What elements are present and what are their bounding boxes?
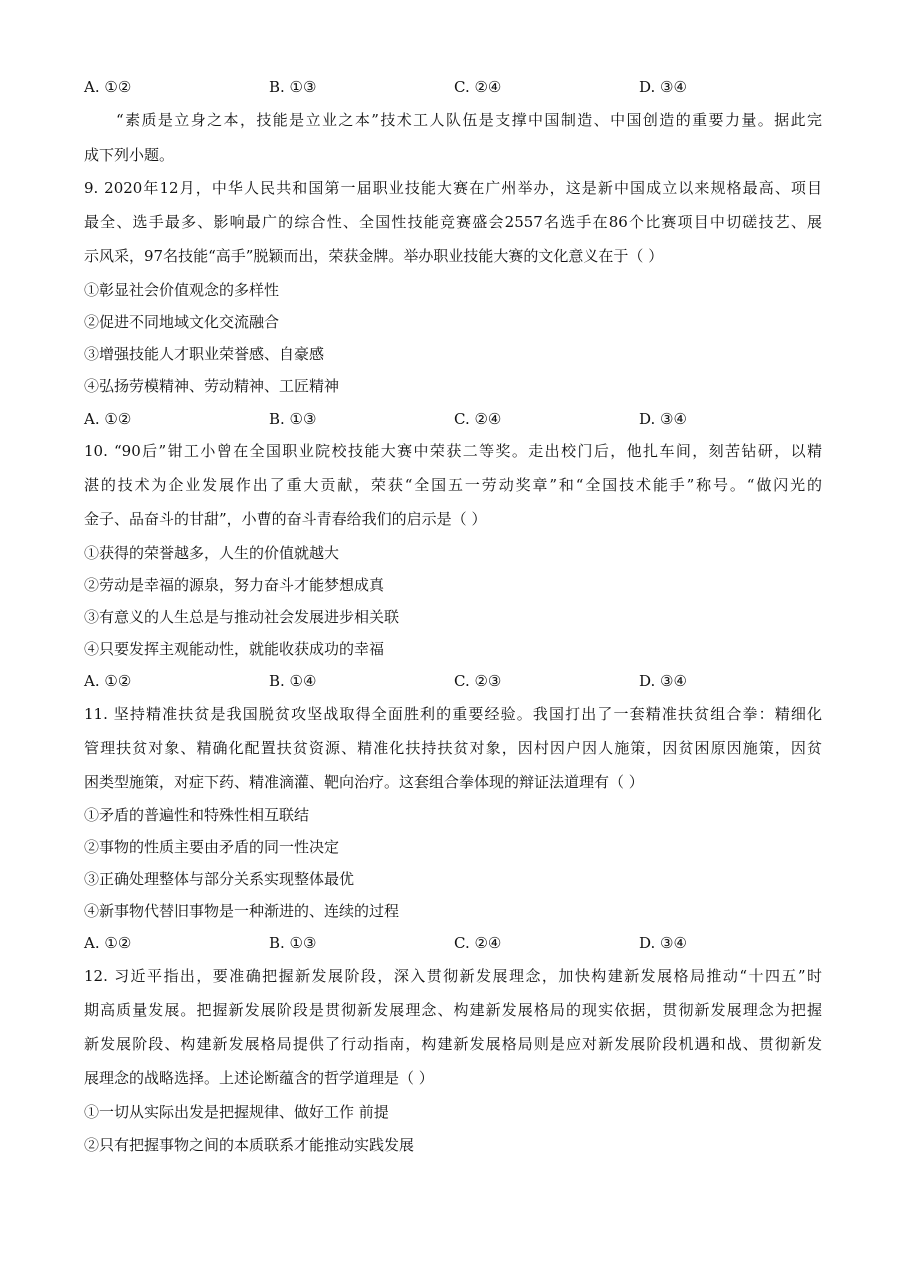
q10-stem-line-2: 湛的技术为企业发展作出了重大贡献，荣获“全国五一劳动奖章”和“全国技术能手”称号。“做闪光的 (84, 476, 822, 494)
option-c: C. ②③ (454, 672, 502, 690)
q10-item-4: ④只要发挥主观能动性，就能收获成功的幸福 (84, 640, 385, 658)
q11-item-1: ①矛盾的普遍性和特殊性相互联结 (84, 806, 310, 824)
q12-item-1: ①一切从实际出发是把握规律、做好工作 前提 (84, 1103, 389, 1121)
option-c: C. ②④ (454, 78, 502, 96)
option-b: B. ①③ (269, 934, 317, 952)
q11-options (84, 933, 824, 953)
option-d: D. ③④ (639, 934, 687, 952)
option-a: A. ①② (84, 78, 132, 96)
option-d: D. ③④ (639, 672, 687, 690)
option-b: B. ①③ (269, 78, 317, 96)
q10-stem-line-1: 10. “90后”钳工小曾在全国职业院校技能大赛中荣获二等奖。走出校门后，他扎车间，刻苦钻研，以精 (84, 442, 822, 460)
option-c: C. ②④ (454, 410, 502, 428)
q11-stem-line-2: 管理扶贫对象、精确化配置扶贫资源、精准化扶持扶贫对象，因村因户因人施策，因贫困原因施策，因贫 (84, 739, 822, 757)
q11-item-4: ④新事物代替旧事物是一种渐进的、连续的过程 (84, 902, 400, 920)
option-b: B. ①③ (269, 410, 317, 428)
q9-item-3: ③增强技能人才职业荣誉感、自豪感 (84, 345, 325, 363)
q10-options (84, 671, 824, 691)
option-a: A. ①② (84, 672, 132, 690)
q8-options (84, 77, 824, 97)
q9-item-1: ①彰显社会价值观念的多样性 (84, 281, 280, 299)
q9-item-4: ④弘扬劳模精神、劳动精神、工匠精神 (84, 377, 340, 395)
intro-line-2: 成下列小题。 (84, 146, 175, 164)
q12-stem-line-1: 12. 习近平指出，要准确把握新发展阶段，深入贯彻新发展理念，加快构建新发展格局推动“十四五”时 (84, 967, 822, 985)
q10-stem-line-3: 金子、品奋斗的甘甜”，小曹的奋斗青春给我们的启示是（ ） (84, 510, 487, 528)
q11-stem-line-1: 11. 坚持精准扶贫是我国脱贫攻坚战取得全面胜利的重要经验。我国打出了一套精准扶贫组合拳：精细化 (84, 705, 822, 723)
q11-stem-line-3: 困类型施策，对症下药、精准滴灌、靶向治疗。这套组合拳体现的辩证法道理有（ ） (84, 773, 644, 791)
q9-options (84, 409, 824, 429)
q10-item-1: ①获得的荣誉越多，人生的价值就越大 (84, 544, 340, 562)
option-c: C. ②④ (454, 934, 502, 952)
intro-line-1: “素质是立身之本，技能是立业之本”技术工人队伍是支撑中国制造、中国创造的重要力量。据此完 (116, 111, 822, 129)
q9-item-2: ②促进不同地域文化交流融合 (84, 313, 280, 331)
option-b: B. ①④ (269, 672, 317, 690)
option-a: A. ①② (84, 410, 132, 428)
q12-stem-line-3: 新发展阶段、构建新发展格局提供了行动指南，构建新发展格局则是应对新发展阶段机遇和战、贯彻新发 (84, 1035, 822, 1053)
q12-stem-line-2: 期高质量发展。把握新发展阶段是贯彻新发展理念、构建新发展格局的现实依据，贯彻新发展理念为把握 (84, 1001, 822, 1019)
q9-stem-line-3: 示风采，97名技能“高手”脱颖而出，荣获金牌。举办职业技能大赛的文化意义在于（ ） (84, 247, 664, 265)
q9-stem-line-1: 9. 2020年12月，中华人民共和国第一届职业技能大赛在广州举办，这是新中国成立以来规格最高、项目 (84, 179, 822, 197)
q12-stem-line-4: 展理念的战略选择。上述论断蕴含的哲学道理是（ ） (84, 1069, 434, 1087)
q11-item-3: ③正确处理整体与部分关系实现整体最优 (84, 870, 355, 888)
option-d: D. ③④ (639, 410, 687, 428)
q10-item-3: ③有意义的人生总是与推动社会发展进步相关联 (84, 608, 400, 626)
q12-item-2: ②只有把握事物之间的本质联系才能推动实践发展 (84, 1136, 415, 1154)
q11-item-2: ②事物的性质主要由矛盾的同一性决定 (84, 838, 340, 856)
option-a: A. ①② (84, 934, 132, 952)
q10-item-2: ②劳动是幸福的源泉，努力奋斗才能梦想成真 (84, 576, 385, 594)
option-d: D. ③④ (639, 78, 687, 96)
q9-stem-line-2: 最全、选手最多、影响最广的综合性、全国性技能竞赛盛会2557名选手在86个比赛项目中切磋技艺、展 (84, 213, 822, 231)
